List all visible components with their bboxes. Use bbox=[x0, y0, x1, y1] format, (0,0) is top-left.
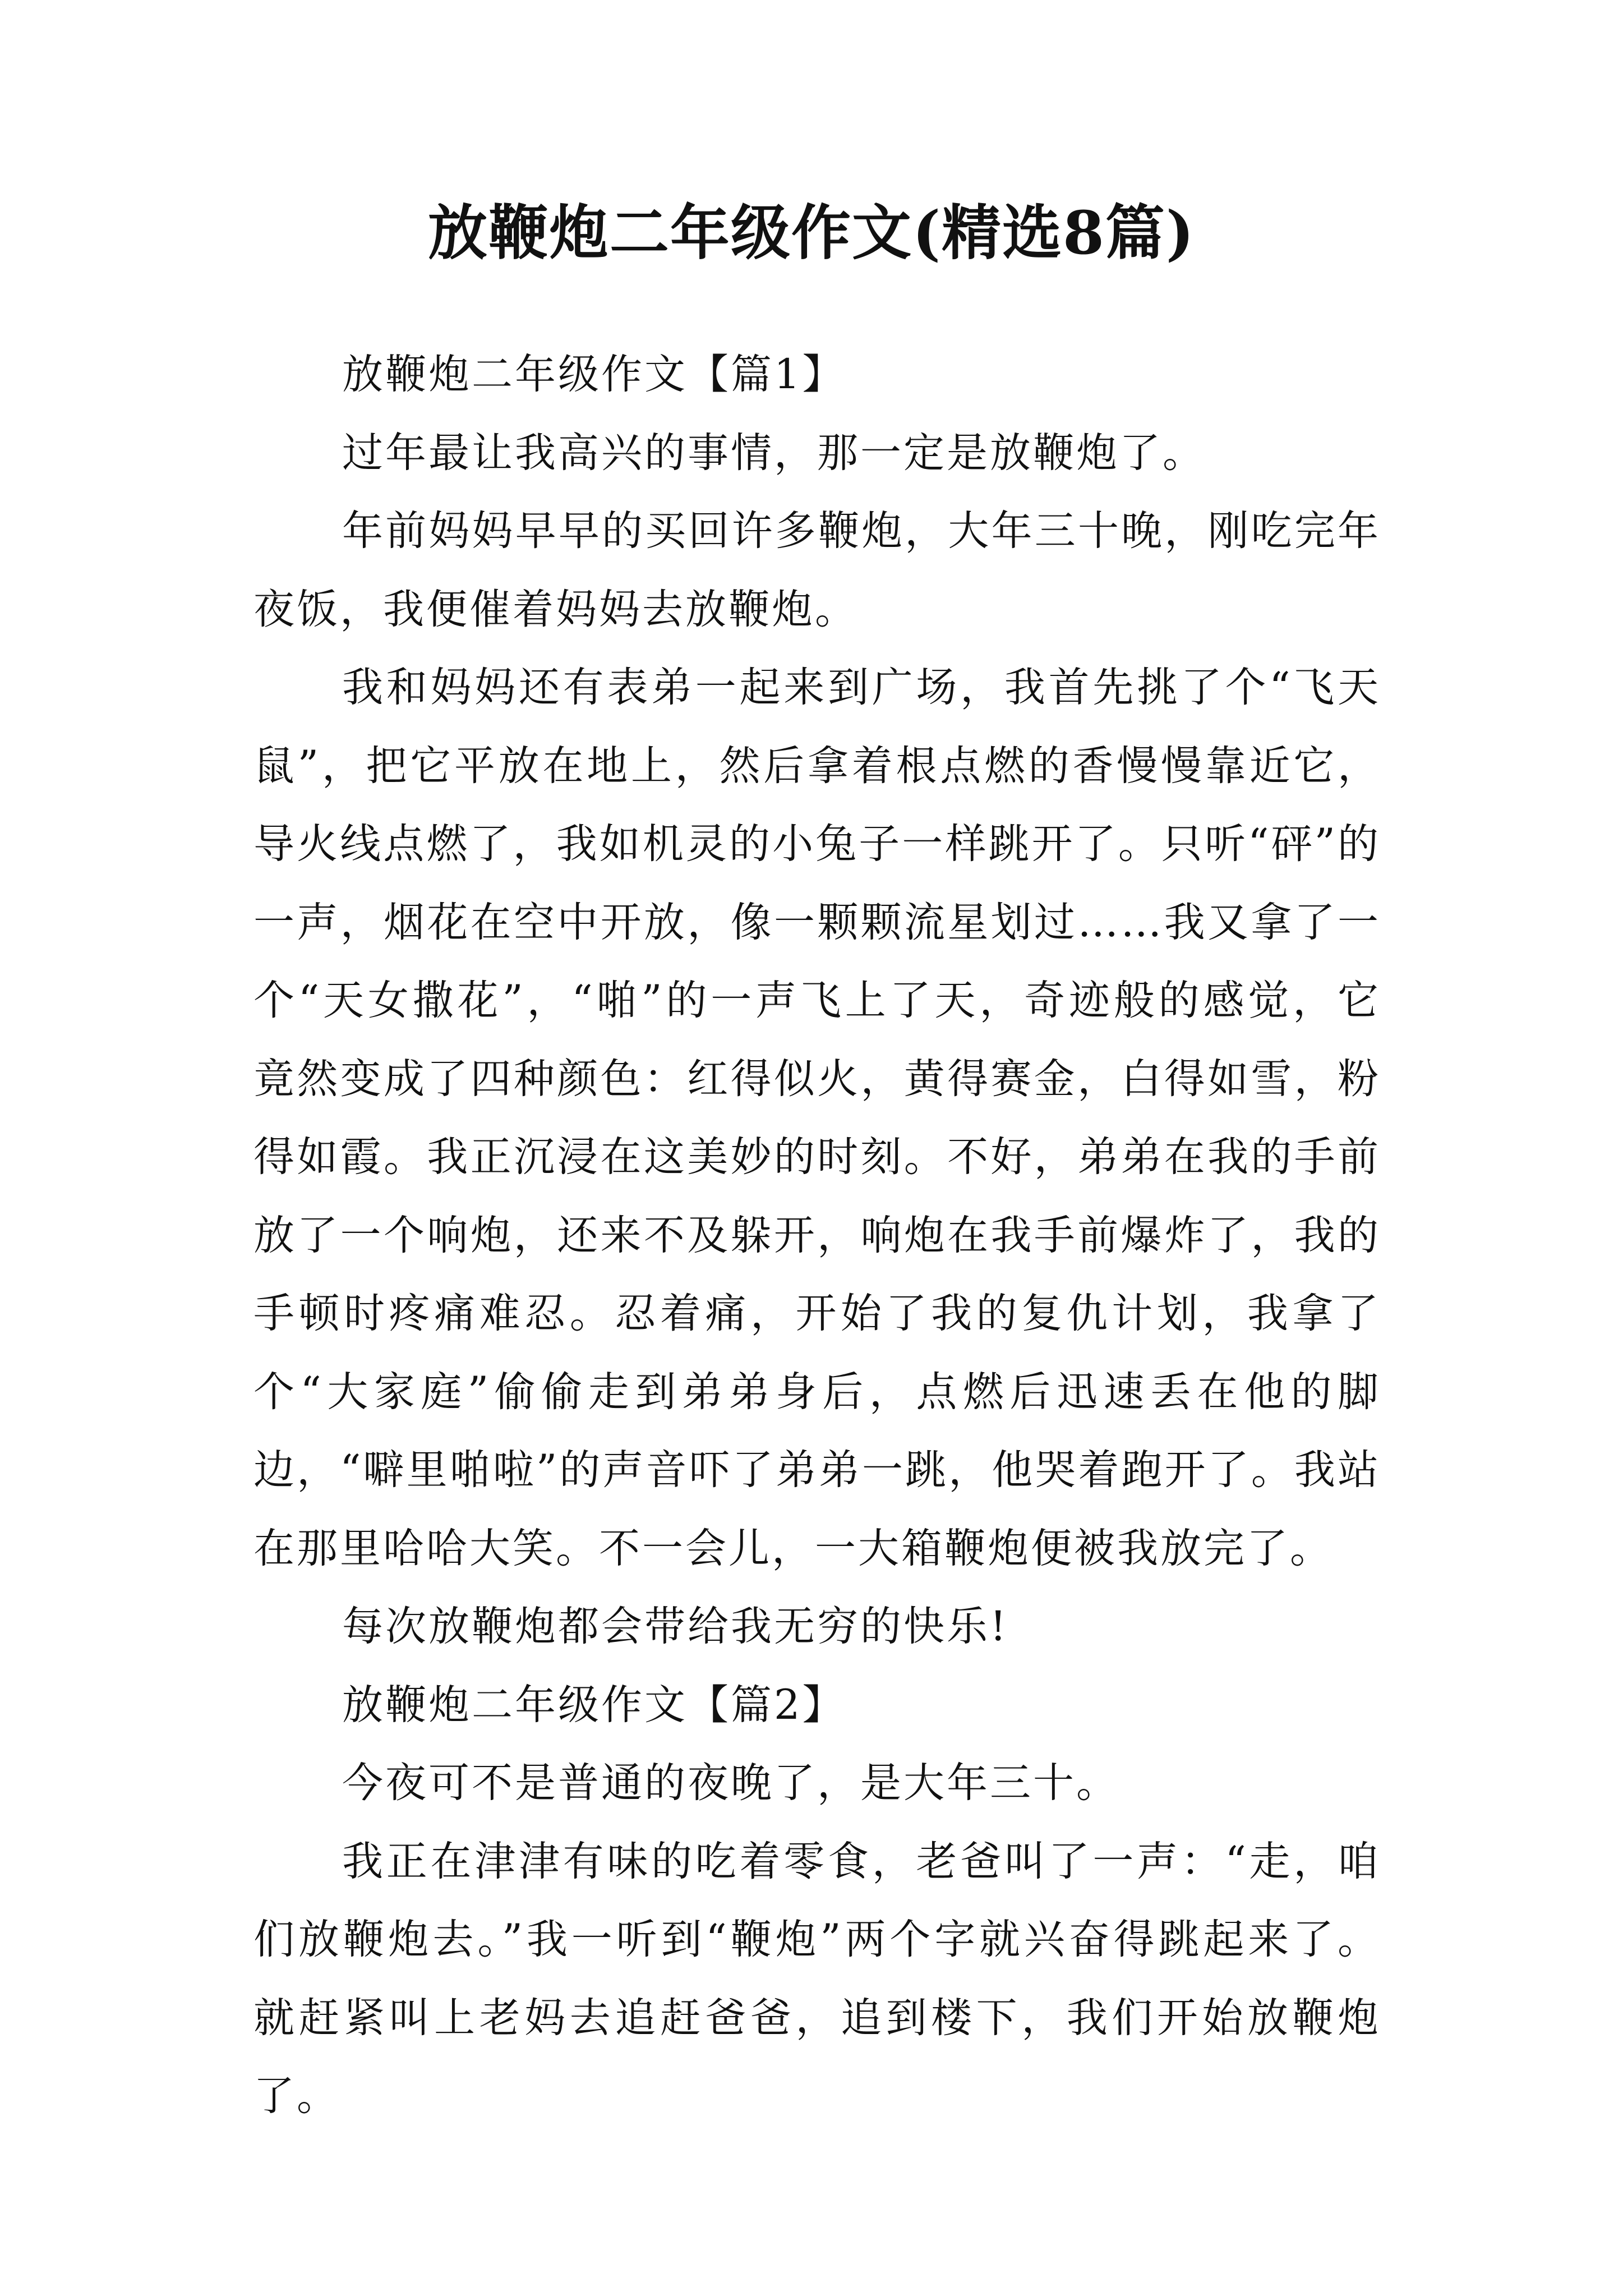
paragraph: 每次放鞭炮都会带给我无穷的快乐! bbox=[342, 1603, 1009, 1650]
paragraph: 今夜可不是普通的夜晚了，是大年三十。 bbox=[342, 1759, 1119, 1807]
section-heading-1: 放鞭炮二年级作文【篇1】 bbox=[342, 351, 846, 398]
paragraph: 年前妈妈早早的买回许多鞭炮，大年三十晚，刚吃完年夜饭，我便催着妈妈去放鞭炮。 bbox=[253, 507, 1381, 633]
paragraph: 过年最让我高兴的事情，那一定是放鞭炮了。 bbox=[342, 429, 1206, 477]
document-title: 放鞭炮二年级作文(精选8篇) bbox=[427, 197, 1196, 268]
section-heading-2: 放鞭炮二年级作文【篇2】 bbox=[342, 1681, 846, 1729]
document-body bbox=[253, 335, 1381, 2136]
paragraph: 我正在津津有味的吃着零食，老爸叫了一声：“走，咱们放鞭炮去。”我一听到“鞭炮”两个字就兴奋得跳起来了。就赶紧叫上老妈去追赶爸爸，追到楼下，我们开始放鞭炮了。 bbox=[253, 1837, 1381, 2120]
paragraph: 我和妈妈还有表弟一起来到广场，我首先挑了个“飞天鼠”，把它平放在地上，然后拿着根点燃的香慢慢靠近它，导火线点燃了，我如机灵的小兔子一样跳开了。只听“砰”的一声，烟花在空中开放，像一颗颗流星划过……我又拿了一个“天女撒花”，“啪”的一声飞上了天，奇迹般的感觉，它竟然变成了四种颜色：红得似火，黄得赛金，白得如雪，粉得如霞。我正沉浸在这美妙的时刻。不好，弟弟在我的手前放了一个响炮，还来不及躲开，响炮在我手前爆炸了，我的手顿时疼痛难忍。忍着痛，开始了我的复仇计划，我拿了个“大家庭”偷偷走到弟弟身后，点燃后迅速丢在他的脚边，“噼里啪啦”的声音吓了弟弟一跳，他哭着跑开了。我站在那里哈哈大笑。不一会儿，一大箱鞭炮便被我放完了。 bbox=[253, 664, 1381, 1572]
